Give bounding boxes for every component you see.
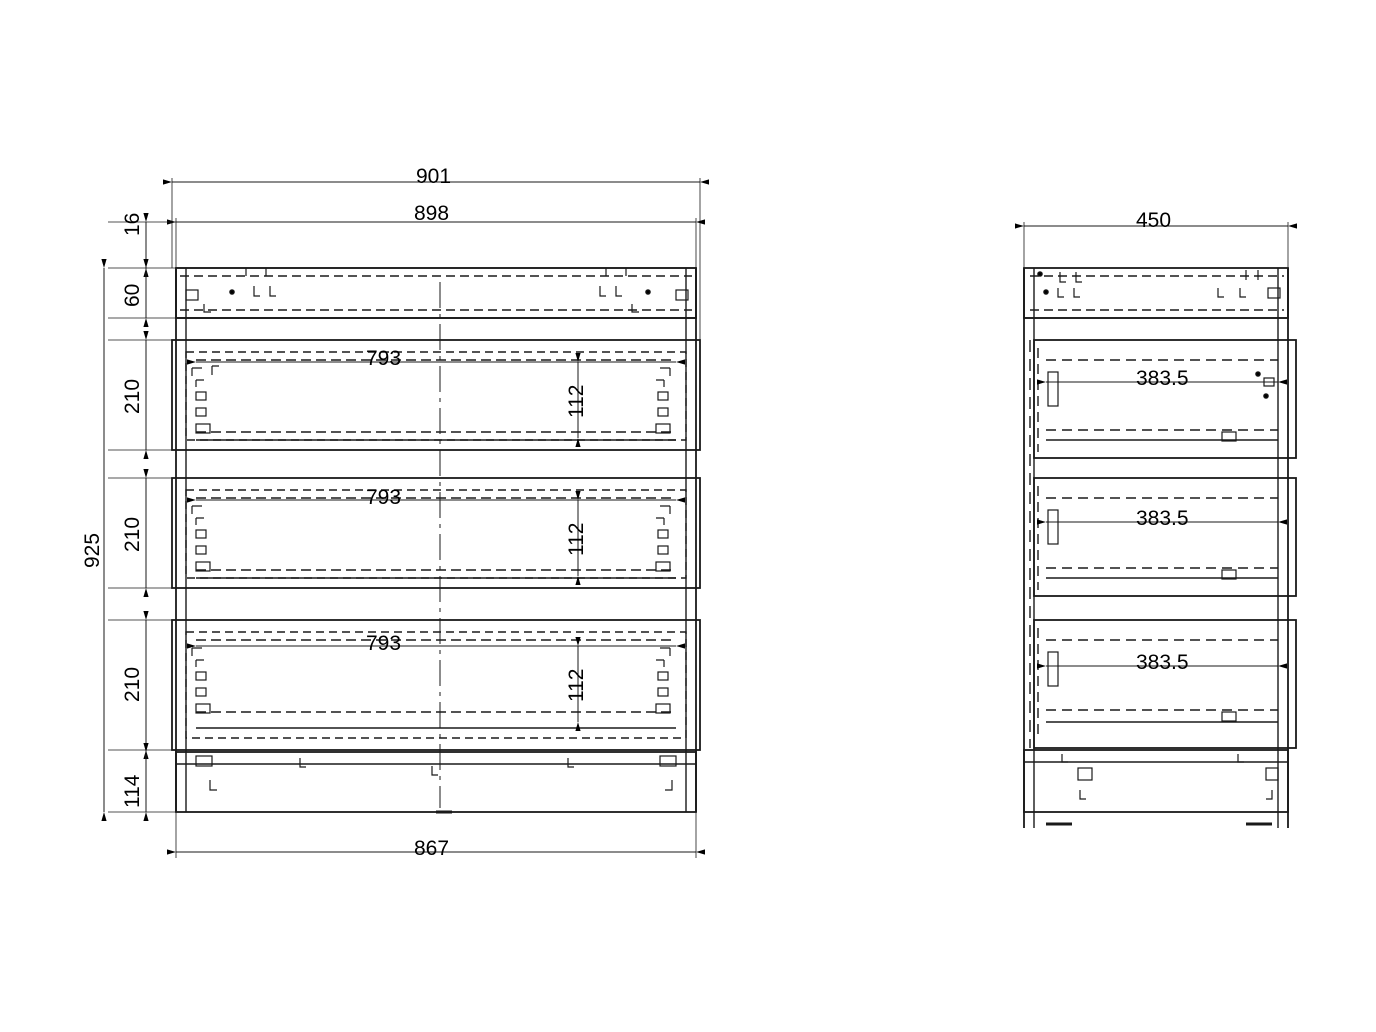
dim-side-depth: 450 bbox=[1136, 209, 1172, 232]
dim-drawer-inner-width-2: 793 bbox=[366, 486, 402, 509]
dim-front-top-outer: 901 bbox=[416, 165, 452, 188]
dim-side-drawer-depth-3: 383.5 bbox=[1136, 651, 1189, 674]
dim-drawer-inner-width-1: 793 bbox=[366, 347, 402, 370]
dim-drawer-inner-depth-1: 112 bbox=[565, 384, 588, 418]
dim-drawer-inner-depth-3: 112 bbox=[565, 668, 588, 702]
dim-drawer-height-3: 210 bbox=[121, 666, 144, 702]
dim-drawer-height-2: 210 bbox=[121, 516, 144, 552]
dim-drawer-inner-depth-2: 112 bbox=[565, 522, 588, 556]
dim-front-top-inner: 898 bbox=[414, 202, 450, 225]
dim-top-panel: 16 bbox=[121, 212, 144, 236]
dim-drawer-inner-width-3: 793 bbox=[366, 632, 402, 655]
dim-front-total-height: 925 bbox=[81, 532, 104, 568]
dim-side-drawer-depth-2: 383.5 bbox=[1136, 507, 1189, 530]
dim-side-drawer-depth-1: 383.5 bbox=[1136, 367, 1189, 390]
dim-top-gap: 60 bbox=[121, 283, 144, 307]
dim-drawer-height-1: 210 bbox=[121, 378, 144, 414]
front-view-group bbox=[104, 178, 700, 858]
dim-front-bottom: 867 bbox=[414, 837, 450, 860]
dim-plinth-height: 114 bbox=[121, 774, 144, 808]
